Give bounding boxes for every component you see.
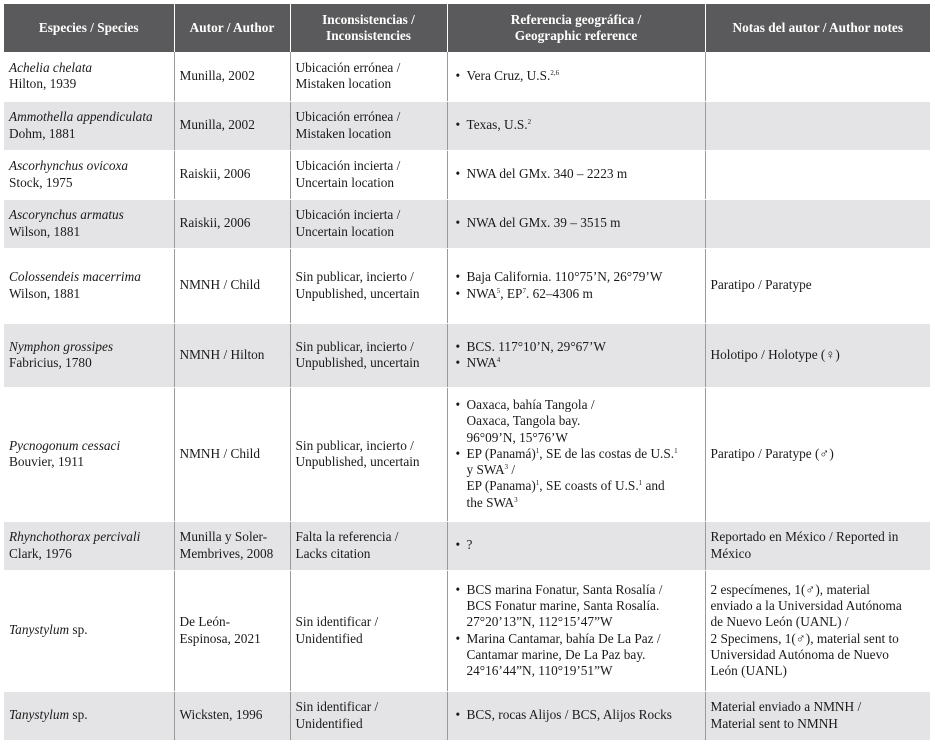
table-row xyxy=(4,52,930,101)
geo-reference-list xyxy=(453,215,700,231)
species-cell xyxy=(4,521,174,570)
table-row xyxy=(4,691,930,740)
header-geographic-reference: Referencia geográfica / Geographic reference xyxy=(447,4,705,52)
species-cell xyxy=(4,150,174,199)
author-cell: De León- Espinosa, 2021 xyxy=(174,570,290,691)
geo-reference-item: • Texas, U.S.$^2$ xyxy=(467,117,700,133)
species-name: Pycnogonum cessaci xyxy=(9,437,121,453)
geo-reference-cell xyxy=(447,691,705,740)
table-body xyxy=(4,52,930,740)
table-row xyxy=(4,150,930,199)
author-notes-cell: Reportado en México / Reported in México xyxy=(705,521,930,570)
geo-reference-cell xyxy=(447,150,705,199)
header-author-notes: Notas del autor / Author notes xyxy=(705,4,930,52)
inconsistency-cell: Sin identificar / Unidentified xyxy=(290,570,447,691)
inconsistency-cell: Falta la referencia / Lacks citation xyxy=(290,521,447,570)
species-name: Nymphon grossipes xyxy=(9,338,114,354)
author-cell: NMNH / Hilton xyxy=(174,323,290,387)
species-authority: Stock, 1975 xyxy=(9,174,73,190)
footnote-marker: 5 xyxy=(496,286,501,295)
geo-reference-item: • NWA$^4$ xyxy=(467,355,700,371)
species-name: Colossendeis macerrima xyxy=(9,269,141,285)
footnote-marker: 2,6 xyxy=(550,69,560,78)
inconsistency-cell: Sin publicar, incierto / Unpublished, uncertain xyxy=(290,387,447,521)
geo-reference-cell xyxy=(447,521,705,570)
inconsistency-cell: Sin identificar / Unidentified xyxy=(290,691,447,740)
geo-reference-list xyxy=(453,166,700,182)
species-cell xyxy=(4,248,174,323)
table-row xyxy=(4,570,930,691)
species-name: Tanystylum xyxy=(9,707,70,723)
geo-reference-item: • Marina Cantamar, bahía De La Paz / Cantamar marine, De La Paz bay. 24°16’44”N, 110°19’51”W xyxy=(467,631,700,680)
table-row xyxy=(4,101,930,150)
footnote-marker: 1 xyxy=(535,446,540,455)
species-name: Ammothella appendiculata xyxy=(9,109,153,125)
header-author: Autor / Author xyxy=(174,4,290,52)
species-name: Tanystylum xyxy=(9,622,70,638)
author-cell: NMNH / Child xyxy=(174,387,290,521)
author-cell: Munilla, 2002 xyxy=(174,101,290,150)
geo-reference-item: • NWA$^5$, $EP^7$. 62–4306 m xyxy=(467,286,700,302)
inconsistency-cell: Sin publicar, incierto / Unpublished, uncertain xyxy=(290,323,447,387)
table-row xyxy=(4,199,930,248)
geo-reference-item: • Oaxaca, bahía Tangola / Oaxaca, Tangola bay. 96°09’N, 15°76’W xyxy=(467,397,700,446)
geo-reference-list xyxy=(453,269,700,301)
geo-reference-item: • NWA del GMx. 39 – 3515 m xyxy=(467,215,700,231)
author-cell: Raiskii, 2006 xyxy=(174,199,290,248)
author-notes-cell xyxy=(705,199,930,248)
author-notes-cell xyxy=(705,150,930,199)
geo-reference-list xyxy=(453,339,700,371)
footnote-marker: 3 xyxy=(504,463,509,472)
author-notes-cell: Paratipo / Paratype (♂) xyxy=(705,387,930,521)
inconsistency-cell: Ubicación errónea / Mistaken location xyxy=(290,101,447,150)
geo-reference-cell xyxy=(447,101,705,150)
species-table xyxy=(4,4,930,741)
inconsistency-cell: Ubicación incierta / Uncertain location xyxy=(290,150,447,199)
geo-reference-cell xyxy=(447,570,705,691)
geo-reference-item: • ? xyxy=(467,537,700,553)
author-cell: Wicksten, 1996 xyxy=(174,691,290,740)
footnote-marker: 7 xyxy=(522,286,526,295)
species-cell xyxy=(4,691,174,740)
geo-reference-list xyxy=(453,582,700,679)
inconsistency-cell: Ubicación incierta / Uncertain location xyxy=(290,199,447,248)
author-notes-cell xyxy=(705,101,930,150)
species-cell xyxy=(4,570,174,691)
geo-reference-cell xyxy=(447,248,705,323)
geo-reference-cell xyxy=(447,199,705,248)
footnote-marker: 1 xyxy=(674,446,678,455)
species-cell xyxy=(4,323,174,387)
geo-reference-item: • BCS, rocas Alijos / BCS, Alijos Rocks xyxy=(467,707,700,723)
geo-reference-list xyxy=(453,68,700,84)
geo-reference-cell xyxy=(447,387,705,521)
species-authority: Bouvier, 1911 xyxy=(9,454,85,469)
table-row xyxy=(4,521,930,570)
table-container xyxy=(4,4,930,741)
table-row xyxy=(4,323,930,387)
footnote-marker: 3 xyxy=(514,495,518,504)
geo-reference-cell xyxy=(447,52,705,101)
geo-reference-item: • Baja California. 110°75’N, 26°79’W xyxy=(467,269,700,285)
species-authority: Clark, 1976 xyxy=(9,545,72,561)
footnote-marker: 4 xyxy=(496,356,501,364)
author-notes-cell: Material enviado a NMNH / Material sent to NMNH xyxy=(705,691,930,740)
geo-reference-list xyxy=(453,397,700,510)
inconsistency-cell: Sin publicar, incierto / Unpublished, uncertain xyxy=(290,248,447,323)
header-species: Especies / Species xyxy=(4,4,174,52)
species-name: Ascorhynchus ovicoxa xyxy=(9,158,129,174)
footnote-marker: 1 xyxy=(638,479,643,488)
species-name: Ascorynchus armatus xyxy=(9,207,124,223)
species-name: Rhynchothorax percivali xyxy=(9,529,141,545)
species-authority: Wilson, 1881 xyxy=(9,223,81,239)
species-cell xyxy=(4,52,174,101)
author-cell: Raiskii, 2006 xyxy=(174,150,290,199)
geo-reference-list xyxy=(453,707,700,723)
footnote-marker: 2 xyxy=(527,118,532,127)
author-cell: Munilla, 2002 xyxy=(174,52,290,101)
table-row xyxy=(4,248,930,323)
author-notes-cell: Holotipo / Holotype (♀) xyxy=(705,323,930,387)
species-authority: sp. xyxy=(69,707,88,723)
author-cell: NMNH / Child xyxy=(174,248,290,323)
footnote-marker: 1 xyxy=(535,479,540,488)
geo-reference-item: • EP (Panamá)$^1$, SE de las costas de U.S.$^1$ y SWA$^3$ / EP (Panama)$^1$, SE coasts of U.S.$^1$ and the SWA$^3$ xyxy=(467,446,700,511)
species-authority: Dohm, 1881 xyxy=(9,125,76,141)
geo-reference-list xyxy=(453,117,700,133)
author-cell: Munilla y Soler- Membrives, 2008 xyxy=(174,521,290,570)
species-cell xyxy=(4,101,174,150)
species-name: Achelia chelata xyxy=(9,60,93,76)
author-notes-cell xyxy=(705,52,930,101)
header-inconsistencies: Inconsistencias / Inconsistencies xyxy=(290,4,447,52)
geo-reference-list xyxy=(453,537,700,553)
species-authority: Wilson, 1881 xyxy=(9,285,81,301)
geo-reference-item: • BCS marina Fonatur, Santa Rosalía / BCS Fonatur marine, Santa Rosalía. 27°20’13”N, 112°15’47”W xyxy=(467,582,700,631)
author-notes-cell: Paratipo / Paratype xyxy=(705,248,930,323)
geo-reference-cell xyxy=(447,323,705,387)
species-authority: Hilton, 1939 xyxy=(9,76,77,92)
geo-reference-item: • BCS. 117°10’N, 29°67’W xyxy=(467,339,700,355)
inconsistency-cell: Ubicación errónea / Mistaken location xyxy=(290,52,447,101)
header-row xyxy=(4,4,930,52)
species-authority: Fabricius, 1780 xyxy=(9,355,92,370)
geo-reference-item: • Vera Cruz, U.S.$^{2,6}$ xyxy=(467,68,700,84)
table-row xyxy=(4,387,930,521)
author-notes-cell: 2 especímenes, 1(♂), material enviado a la Universidad Autónoma de Nuevo León (UANL) / 2 Specimens, 1(♂), material sent to Universidad Autónoma de Nuevo León (UANL) xyxy=(705,570,930,691)
species-authority: sp. xyxy=(69,622,88,638)
species-cell xyxy=(4,387,174,521)
species-cell xyxy=(4,199,174,248)
geo-reference-item: • NWA del GMx. 340 – 2223 m xyxy=(467,166,700,182)
